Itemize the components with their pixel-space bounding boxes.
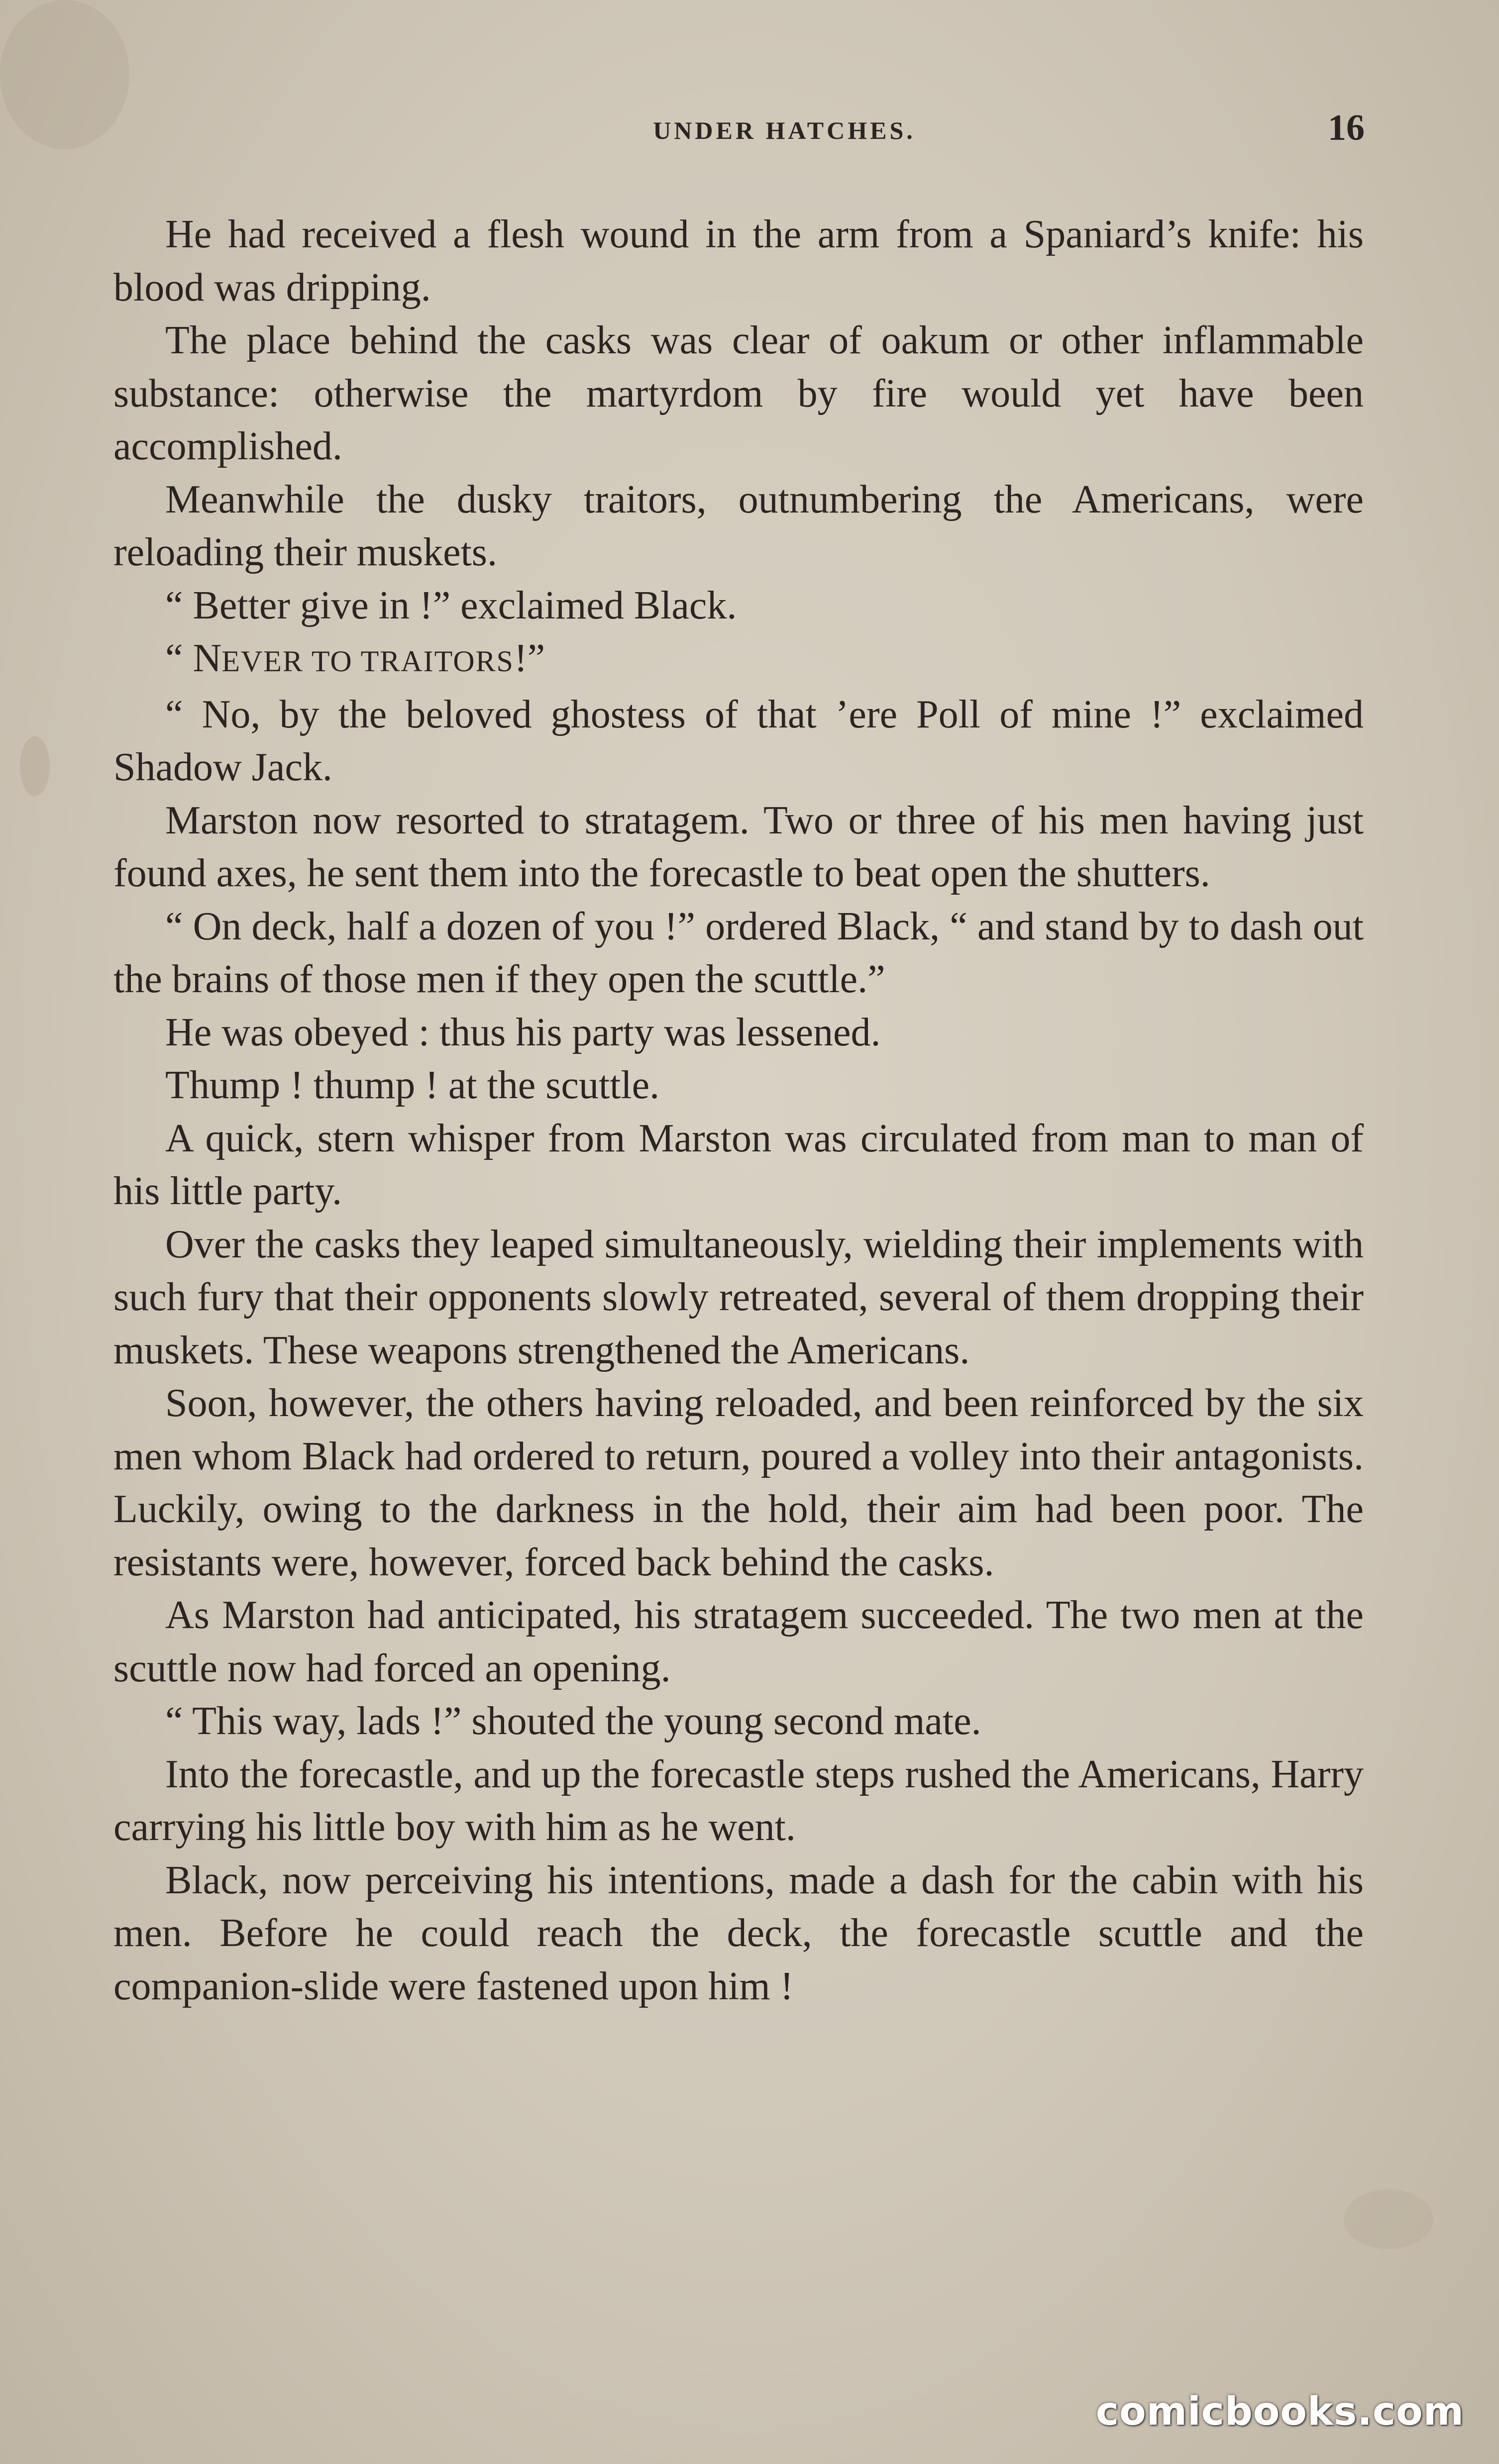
paragraph: “ This way, lads !” shouted the young second mate.: [165, 1699, 981, 1743]
paragraph: Into the forecastle, and up the forecastle steps rushed the Americans, Harry carrying his little boy with him as he went.: [113, 1752, 1364, 1849]
paper-stain: [20, 736, 50, 796]
paragraph: “ On deck, half a dozen of you !” ordered Black, “ and stand by to dash out the brains of those men if they open the scuttle.”: [113, 904, 1364, 1001]
paragraph: He had received a flesh wound in the arm from a Spaniard’s knife: his blood was dripping.: [113, 212, 1364, 309]
small-caps-end: !”: [514, 636, 545, 680]
running-title: UNDER HATCHES.: [653, 116, 916, 144]
paragraph: As Marston had anticipated, his stratagem succeeded. The two men at the scuttle now had forced an opening.: [113, 1593, 1364, 1690]
paper-stain: [0, 0, 129, 149]
paper-stain: [1344, 2189, 1433, 2249]
paragraph: He was obeyed : thus his party was lessened.: [165, 1010, 881, 1054]
paragraph: Meanwhile the dusky traitors, outnumbering the Americans, were reloading their muskets.: [113, 477, 1364, 574]
paragraph: The place behind the casks was clear of oakum or other inflammable substance: otherwise the martyrdom by fire would yet have been accomplished.: [113, 318, 1364, 468]
paragraph: Black, now perceiving his intentions, made a dash for the cabin with his men. Before he could reach the deck, the forecastle scuttle and the companion-slide were fastened upon him !: [113, 1858, 1364, 2008]
paragraph: Over the casks they leaped simultaneously, wielding their implements with such fury that their opponents slowly retreated, several of them dropping their muskets. These weapons strengthened the Americans.: [113, 1222, 1364, 1372]
small-caps-text: EVER TO TRAITORS: [221, 645, 514, 678]
paragraph: Soon, however, the others having reloaded, and been reinforced by the six men whom Black had ordered to return, poured a volley into their antagonists. Luckily, owing to the darkness in the hold, their aim had been poor. The resistants were, however, forced back behind the casks.: [113, 1381, 1364, 1584]
body-text: [113, 208, 1364, 2013]
paragraph: “ No, by the beloved ghostess of that ’ere Poll of mine !” exclaimed Shadow Jack.: [113, 692, 1364, 789]
paragraph: Thump ! thump ! at the scuttle.: [165, 1063, 660, 1107]
paragraph: “ Better give in !” exclaimed Black.: [165, 583, 737, 627]
small-caps-initial: “ N: [165, 636, 222, 680]
paragraph: A quick, stern whisper from Marston was circulated from man to man of his little party.: [113, 1116, 1364, 1213]
paragraph: Marston now resorted to stratagem. Two or three of his men having just found axes, he sent them into the forecastle to beat open the shutters.: [113, 798, 1364, 895]
paragraph-small-caps: [113, 632, 1364, 688]
page-number: 16: [1328, 107, 1365, 148]
watermark: comicbooks.com: [1095, 2389, 1464, 2434]
running-head: [114, 107, 1365, 152]
